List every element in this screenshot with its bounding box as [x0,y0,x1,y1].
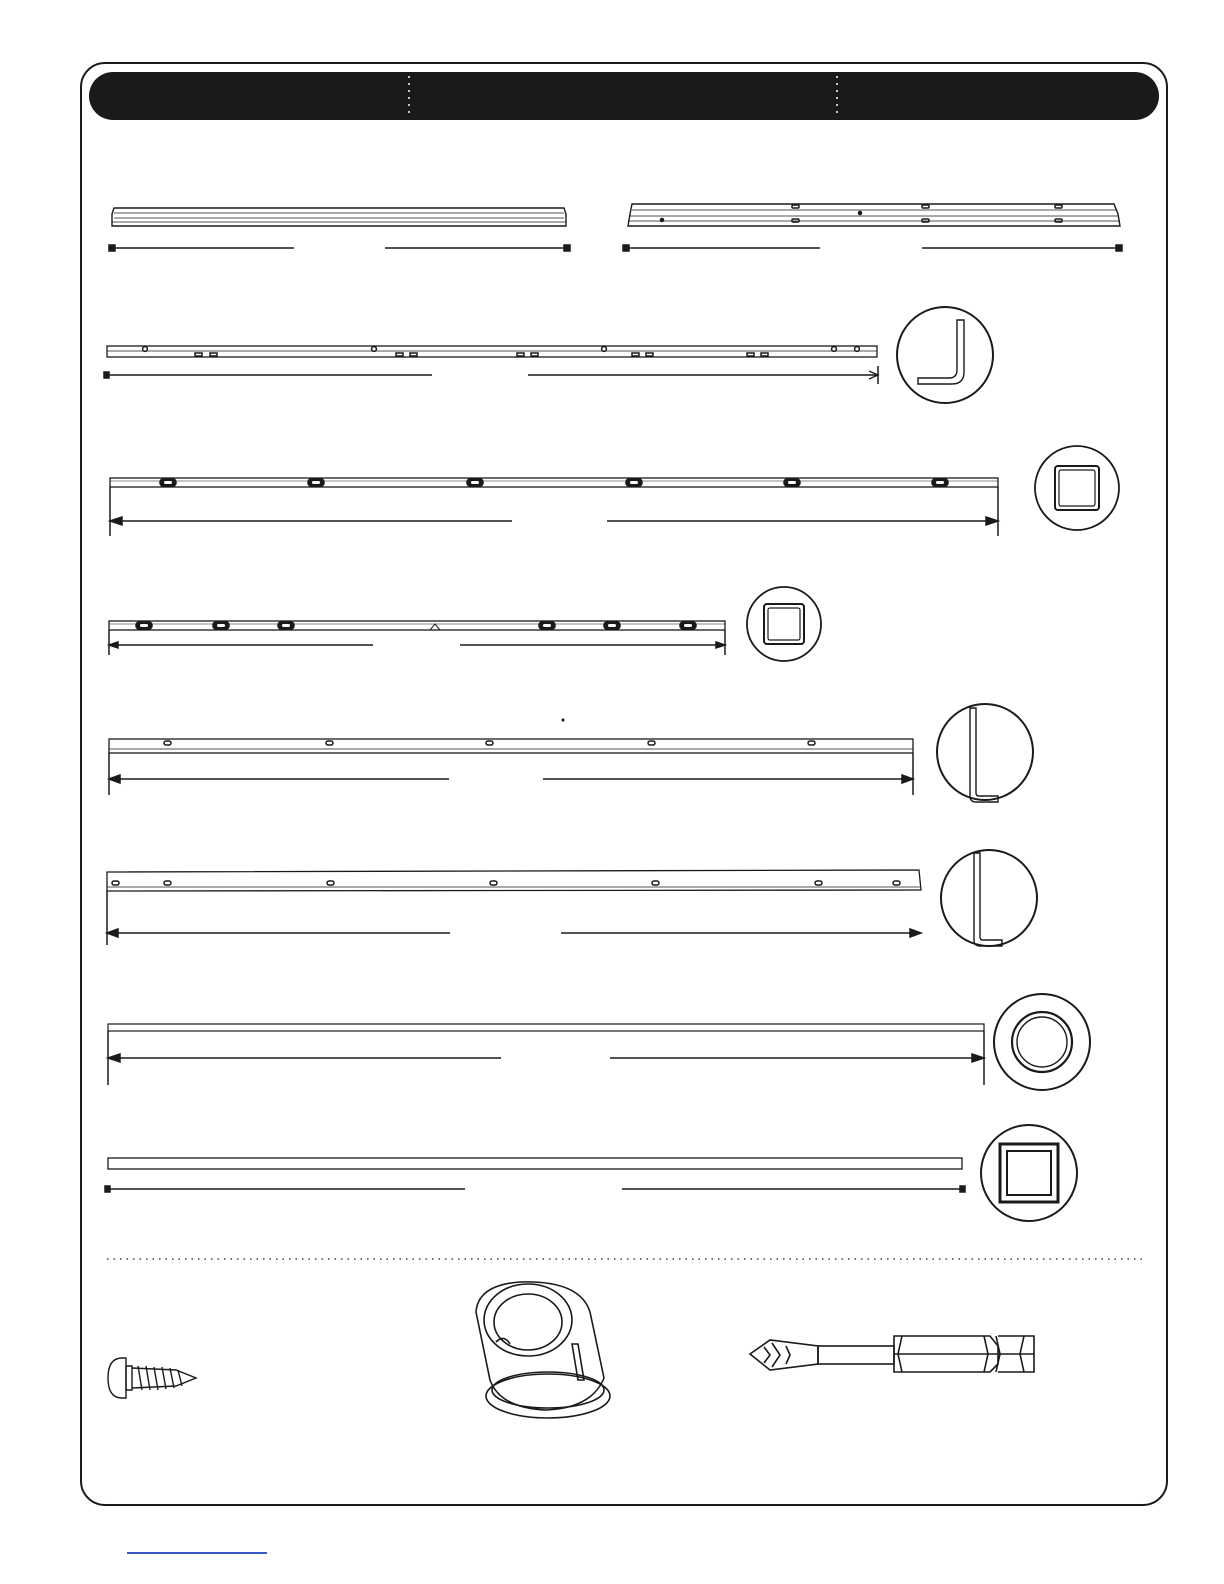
part-angle-bar-long [104,346,878,384]
profile-round-icon [994,994,1090,1090]
sheet-frame [81,63,1167,1505]
part-rail-left [109,208,570,251]
screw-icon [108,1358,196,1398]
part-angle-bar-a [109,719,913,795]
header-bar [89,72,1159,120]
part-round-tube [108,1024,984,1085]
footer-link-underline[interactable] [127,1552,267,1554]
profile-square-icon [1035,446,1119,530]
part-square-tube-short [109,621,725,655]
part-angle-bar-b [107,870,921,945]
bushing-icon [476,1282,610,1418]
profile-angle-icon [897,307,993,403]
part-square-bar [105,1158,965,1192]
profile-angle-a-icon [937,704,1033,802]
part-square-tube-long [110,478,998,536]
phillips-bit-icon [750,1336,1034,1372]
profile-angle-b-icon [941,850,1037,946]
profile-square-small-icon [747,587,821,661]
part-rail-right [623,204,1122,251]
profile-square-bar-icon [981,1125,1077,1221]
